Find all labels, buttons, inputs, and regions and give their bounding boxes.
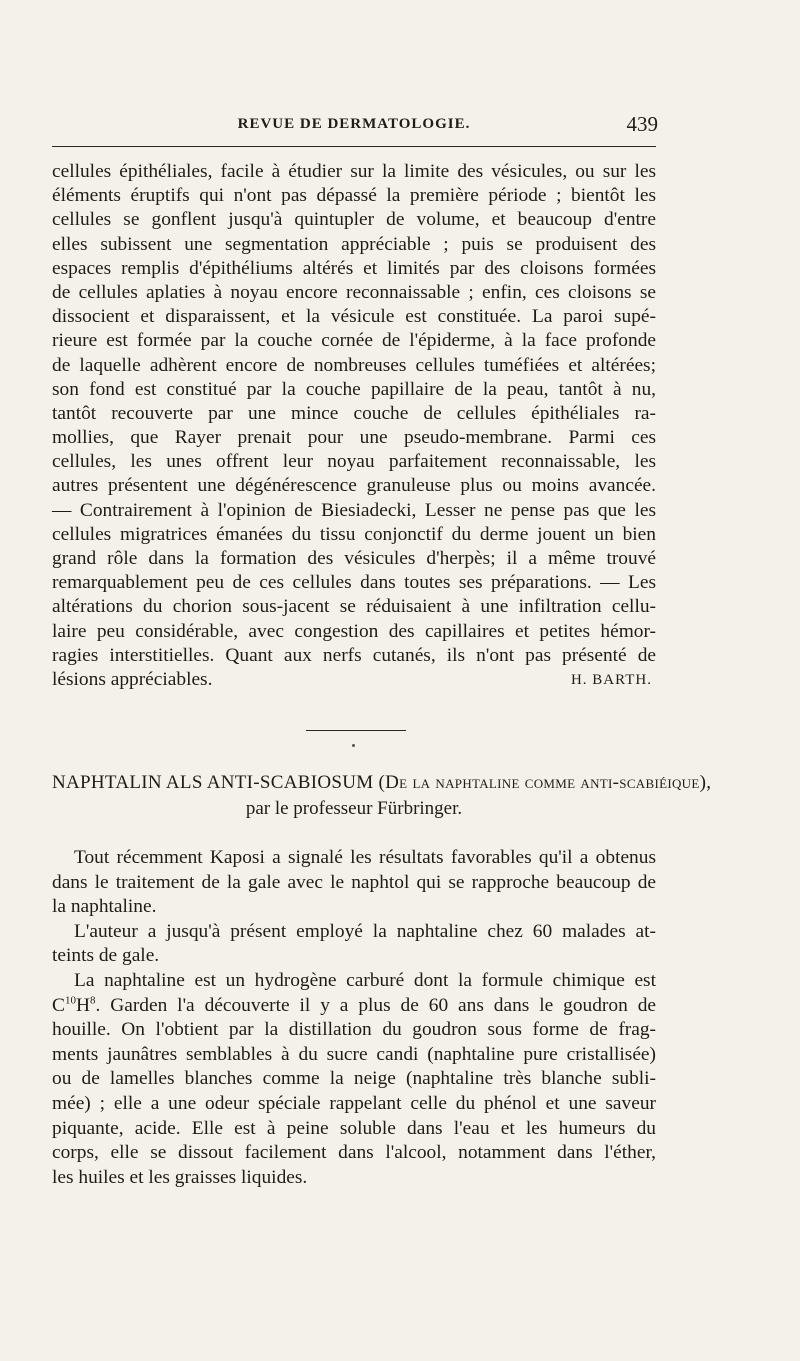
text-line: remarquablement peu de ces cellules dans toutes ses préparations. — Les — [52, 572, 656, 594]
text-line: laire peu considérable, avec congestion des capillaires et petites hémor- — [52, 620, 656, 642]
formula-h-subscript: 8 — [89, 994, 96, 1007]
text-line: Tout récemment Kaposi a signalé les résultats favorables qu'il a obtenus — [74, 847, 656, 868]
text-line: rieure est formée par la couche cornée de l'épiderme, à la face profonde — [52, 330, 656, 352]
text-line: cellules, les unes offrent leur noyau parfaitement reconnaissable, les — [52, 451, 656, 473]
text-line: — Contrairement à l'opinion de Biesiadecki, Lesser ne pense pas que les — [52, 499, 656, 521]
page-number: 439 — [626, 112, 658, 136]
article-byline: par le professeur Fürbringer. — [245, 798, 463, 819]
ornament-dot — [352, 744, 355, 747]
text-line: la naphtaline. — [52, 896, 157, 918]
text-line: cellules épithéliales, facile à étudier sur la limite des vésicules, ou sur les — [52, 161, 656, 182]
text-line: piquante, acide. Elle est à peine soluble dans l'eau et les humeurs du — [52, 1117, 656, 1139]
article-heading — [52, 770, 712, 822]
text-line: ou de lamelles blanches comme la neige (naphtaline très blanche subli- — [52, 1068, 656, 1090]
header-rule — [52, 146, 656, 147]
signature-line — [52, 668, 656, 692]
text-line: dans le traitement de la gale avec le naphtol qui se rapproche beaucoup de — [52, 871, 656, 893]
text-line: éléments éruptifs qui n'ont pas dépassé la première période ; bientôt les — [52, 185, 656, 207]
formula-line: $C^{10}H^8$. Garden l'a découverte il y a plus de 60 ans dans le goudron de — [52, 994, 656, 1016]
text-line: de laquelle adhèrent encore de nombreuses cellules tuméfiées et altérées; — [52, 354, 656, 376]
text-line: autres présentent une dégénérescence granuleuse plus ou moins avancée. — [52, 475, 656, 497]
article-title: NAPHTALIN ALS ANTI-SCABIOSUM (De la naphtaline comme anti-scabiéique), — [52, 772, 712, 793]
text-line: ragies interstitielles. Quant aux nerfs cutanés, ils n'ont pas présenté de — [52, 644, 656, 666]
formula-c-subscript: 10 — [64, 994, 76, 1007]
section-divider — [306, 730, 406, 731]
text-line: ments jaunâtres semblables à du sucre candi (naphtaline pure cristallisée) — [52, 1043, 656, 1065]
text-line: tantôt recouverte par une mince couche de cellules épithéliales ra- — [52, 402, 656, 424]
section-1-text — [52, 160, 656, 692]
text-line: altérations du chorion sous-jacent se réduisaient à une infiltration cellu- — [52, 596, 656, 618]
text-line: cellules migratrices émanées du tissu conjonctif du derme jouent un bien — [52, 523, 656, 545]
text-line: les huiles et les graisses liquides. — [52, 1166, 308, 1188]
formula-c: C — [52, 994, 65, 1016]
text-line: elles subissent une segmentation appréciable ; puis se produisent des — [52, 233, 656, 255]
text-line: corps, elle se dissout facilement dans l'alcool, notamment dans l'éther, — [52, 1142, 656, 1164]
author-signature: H. BARTH. — [570, 671, 652, 688]
text-line: son fond est constitué par la couche papillaire de la peau, tantôt à nu, — [52, 378, 656, 400]
text-line: mollies, que Rayer prenait pour une pseudo-membrane. Parmi ces — [52, 427, 656, 449]
text-line: La naphtaline est un hydrogène carburé dont la formule chimique est — [74, 969, 656, 991]
text-line: mée) ; elle a une odeur spéciale rappelant celle du phénol et une saveur — [52, 1092, 656, 1114]
text-line: lésions appréciables. — [52, 668, 213, 690]
text-line: espaces remplis d'épithéliums altérés et limités par des cloisons formées — [52, 257, 656, 279]
text-line: teints de gale. — [52, 945, 160, 967]
running-head — [50, 112, 658, 138]
text-line: de cellules aplaties à noyau encore reconnaissable ; enfin, ces cloisons se — [52, 281, 656, 303]
running-title: REVUE DE DERMATOLOGIE. — [237, 116, 471, 132]
text-line: L'auteur a jusqu'à présent employé la naphtaline chez 60 malades at- — [74, 920, 656, 942]
formula-h: H — [75, 994, 90, 1016]
text-line: dissocient et disparaissent, et la vésicule est constituée. La paroi supé- — [52, 306, 656, 328]
section-2-text — [52, 846, 656, 1190]
text-line: houille. On l'obtient par la distillation du goudron sous forme de frag- — [52, 1019, 656, 1041]
text-line: cellules se gonflent jusqu'à quintupler de volume, et beaucoup d'entre — [52, 209, 656, 231]
text-line: grand rôle dans la formation des vésicules d'herpès; il a même trouvé — [52, 548, 656, 569]
